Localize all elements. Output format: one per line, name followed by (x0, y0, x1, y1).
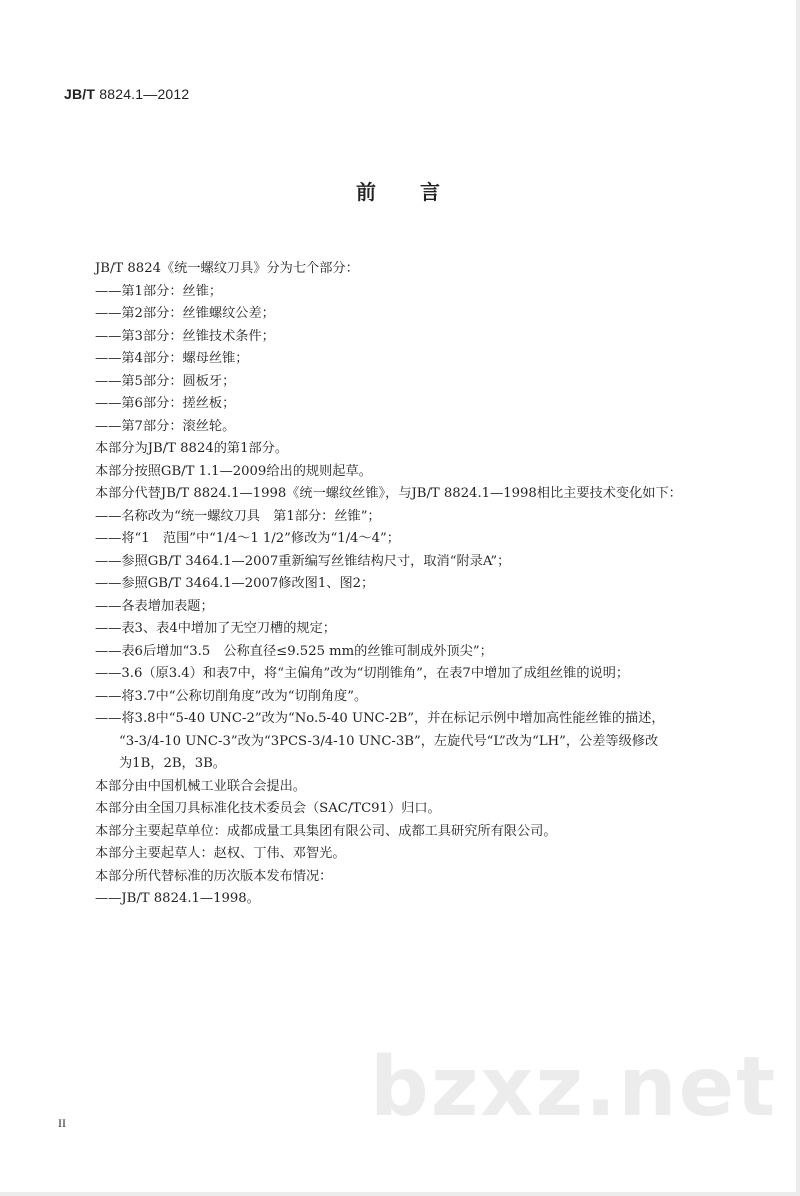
standard-code-number: 8824.1—2012 (95, 86, 190, 102)
body-line: 本部分主要起草人：赵权、丁伟、邓智光。 (95, 846, 346, 861)
body-line: ——JB/T 8824.1—1998。 (95, 891, 260, 906)
body-line: 本部分由中国机械工业联合会提出。 (95, 778, 306, 794)
body-line: ——表6后增加“3.5 公称直径≤9.525 mm的丝锥可制成外顶尖”； (95, 643, 493, 659)
body-line: ——3.6（原3.4）和表7中，将“主偏角”改为“切削锥角”，在表7中增加了成组丝锥的说明； (95, 666, 630, 681)
body-line: 本部分按照GB/T 1.1—2009给出的规则起草。 (95, 463, 372, 479)
body-line: ——各表增加表题； (95, 598, 214, 614)
body-line: ——第4部分：螺母丝锥； (95, 351, 249, 366)
body-line-continuation: “3-3/4-10 UNC-3”改为“3PCS-3/4-10 UNC-3B”，左旋代号“L”改为“LH”，公差等级修改 (119, 733, 659, 749)
watermark: bzxz.net (370, 1040, 778, 1135)
body-line: ——将3.8中“5-40 UNC-2”改为“No.5-40 UNC-2B”，并在标记示例中增加高性能丝锥的描述， (95, 711, 665, 726)
standard-code-prefix: JB/T (64, 86, 96, 102)
body-line: ——第6部分：搓丝板； (95, 396, 236, 411)
body-line: ——第5部分：圆板牙； (95, 373, 236, 389)
body-line-continuation: 为1B，2B，3B。 (119, 756, 226, 771)
body-line: 本部分代替JB/T 8824.1—1998《统一螺纹丝锥》，与JB/T 8824.1—1998相比主要技术变化如下： (95, 486, 682, 501)
body-line: ——将“1 范围”中“1/4～1 1/2”修改为“1/4～4”； (95, 531, 400, 546)
page-title: 前言 (356, 180, 484, 204)
body-line: ——第1部分：丝锥； (95, 283, 223, 299)
body-line: ——名称改为“统一螺纹刀具 第1部分：丝锥”； (95, 508, 381, 524)
body-line: ——参照GB/T 3464.1—2007重新编写丝锥结构尺寸，取消“附录A”； (95, 553, 511, 569)
body-line: JB/T 8824《统一螺纹刀具》分为七个部分： (95, 261, 359, 276)
body-line: ——参照GB/T 3464.1—2007修改图1、图2； (95, 576, 375, 591)
body-line: 本部分为JB/T 8824的第1部分。 (95, 441, 289, 456)
body-line: ——表3、表4中增加了无空刀槽的规定； (95, 621, 336, 636)
body-line: 本部分由全国刀具标准化技术委员会（SAC/TC91）归口。 (95, 801, 441, 816)
body-line: 本部分所代替标准的历次版本发布情况： (95, 868, 333, 884)
body-line: ——第3部分：丝锥技术条件； (95, 328, 275, 344)
page-number: II (58, 1116, 66, 1130)
body-line: 本部分主要起草单位：成都成量工具集团有限公司、成都工具研究所有限公司。 (95, 823, 557, 839)
body-line: ——第7部分：滚丝轮。 (95, 418, 236, 434)
body-line: ——将3.7中“公称切削角度”改为“切削角度”。 (95, 688, 368, 704)
standard-code (64, 86, 189, 102)
foreword-body (95, 258, 735, 911)
body-line: ——第2部分：丝锥螺纹公差； (95, 306, 275, 321)
